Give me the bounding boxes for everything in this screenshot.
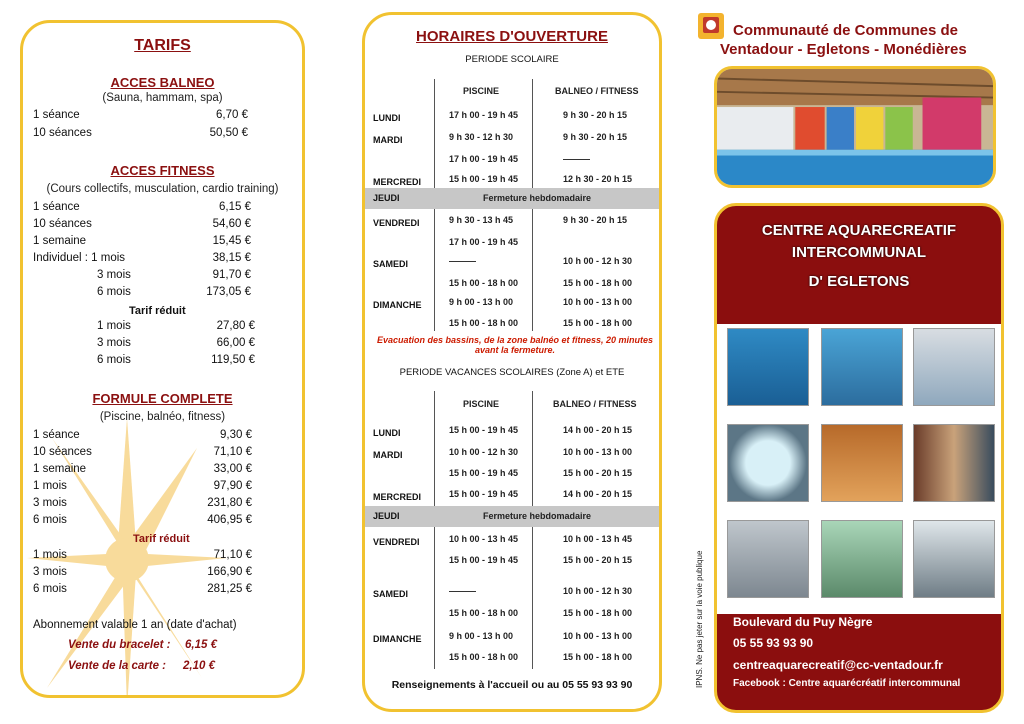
price-value: 71,10 € xyxy=(213,549,252,561)
price-label: 1 mois xyxy=(33,480,67,492)
price-value: 173,05 € xyxy=(206,286,251,298)
fitness-title: ACCES FITNESS xyxy=(110,163,215,178)
price-label: 3 mois xyxy=(97,337,131,349)
balneo-hours: 15 h 00 - 18 h 00 xyxy=(563,278,633,288)
piscine-hours: 15 h 00 - 19 h 45 xyxy=(449,468,519,478)
fermeture-label: Fermeture hebdomadaire xyxy=(483,511,592,521)
day-label: SAMEDI xyxy=(373,259,409,269)
day-label: SAMEDI xyxy=(373,589,409,599)
jeudi-label: JEUDI xyxy=(373,511,400,521)
balneo-hours: 9 h 30 - 20 h 15 xyxy=(563,215,628,225)
day-label: VENDREDI xyxy=(373,218,420,228)
pool-photo xyxy=(714,66,996,188)
price-value: 6,15 € xyxy=(219,201,251,213)
piscine-hours: 15 h 00 - 19 h 45 xyxy=(449,174,519,184)
price-value: 38,15 € xyxy=(212,252,251,264)
address: Boulevard du Puy Nègre xyxy=(733,615,873,629)
tarifs-panel xyxy=(20,20,305,698)
piscine-hours: 15 h 00 - 18 h 00 xyxy=(449,318,519,328)
balneo-title: ACCES BALNEO xyxy=(110,75,215,90)
piscine-hours: 17 h 00 - 19 h 45 xyxy=(449,154,519,164)
column-divider xyxy=(434,391,435,669)
centre-title-line2: INTERCOMMUNAL xyxy=(791,244,927,261)
bracelet-price: 6,15 € xyxy=(185,639,217,651)
piscine-hours: 17 h 00 - 19 h 45 xyxy=(449,237,519,247)
balneo-hours: 10 h 00 - 13 h 00 xyxy=(563,447,633,457)
renseignements-line: Renseignements à l'accueil ou au 05 55 93 93 90 xyxy=(391,679,633,691)
complete-subtitle: (Piscine, balnéo, fitness) xyxy=(99,411,226,423)
pool-photo-image xyxy=(717,69,993,185)
fitness-subtitle: (Cours collectifs, musculation, cardio training) xyxy=(46,183,279,195)
balneo-hours: ——— xyxy=(563,154,590,164)
organisation-logo-icon xyxy=(697,12,725,40)
day-label: MERCREDI xyxy=(373,492,422,502)
balneo-hours: 15 h 00 - 18 h 00 xyxy=(563,318,633,328)
bracelet-label: Vente du bracelet : xyxy=(68,639,171,651)
balneo-hours: 15 h 00 - 18 h 00 xyxy=(563,608,633,618)
price-label: 1 séance xyxy=(33,109,80,121)
price-label: 1 séance xyxy=(33,201,80,213)
price-label: 1 mois xyxy=(97,320,131,332)
price-label: 6 mois xyxy=(33,583,67,595)
org-name-line1: Communauté de Communes de xyxy=(733,22,959,39)
fitness-reduit-label: Tarif réduit xyxy=(129,305,186,317)
price-label: 3 mois xyxy=(97,269,131,281)
price-value: 97,90 € xyxy=(213,480,252,492)
piscine-hours: 15 h 00 - 19 h 45 xyxy=(449,425,519,435)
photo-grid xyxy=(717,324,1001,614)
price-value: 71,10 € xyxy=(213,446,252,458)
phone[interactable]: 05 55 93 93 90 xyxy=(733,636,814,650)
price-value: 281,25 € xyxy=(207,583,252,595)
complete-reduit-label: Tarif réduit xyxy=(133,533,190,545)
price-value: 50,50 € xyxy=(209,127,248,139)
price-value: 91,70 € xyxy=(212,269,251,281)
price-label: 1 semaine xyxy=(33,463,87,475)
balneo-hours: 15 h 00 - 20 h 15 xyxy=(563,555,633,565)
price-label: 10 séances xyxy=(33,218,92,230)
price-label: 3 mois xyxy=(33,566,67,578)
price-label: 1 mois xyxy=(33,549,67,561)
photo-fitness-room xyxy=(821,520,903,598)
piscine-hours: 15 h 00 - 18 h 00 xyxy=(449,278,519,288)
balneo-hours: 10 h 00 - 12 h 30 xyxy=(563,256,633,266)
day-label: MARDI xyxy=(373,450,403,460)
price-value: 33,00 € xyxy=(213,463,252,475)
day-label: MERCREDI xyxy=(373,177,422,187)
vacances-col-balneo: BALNEO / FITNESS xyxy=(553,399,637,409)
tarifs-title: TARIFS xyxy=(134,37,191,54)
piscine-hours: ——— xyxy=(449,256,476,266)
vacances-col-piscine: PISCINE xyxy=(463,399,500,409)
horaires-title: HORAIRES D'OUVERTURE xyxy=(416,28,608,45)
facebook-link[interactable]: Facebook : Centre aquarécréatif intercommunal xyxy=(733,678,961,689)
price-label: 1 séance xyxy=(33,429,80,441)
photo-pool-hall xyxy=(913,328,995,406)
balneo-subtitle: (Sauna, hammam, spa) xyxy=(102,92,223,104)
price-label: 10 séances xyxy=(33,127,92,139)
periode-vacances-label: PERIODE VACANCES SCOLAIRES (Zone A) et ETE xyxy=(399,367,625,378)
jeudi-closed-row xyxy=(365,188,659,209)
evacuation-note: Evacuation des bassins, de la zone balnéo et fitness, 20 minutes avant la fermeture. xyxy=(376,335,654,355)
scolaire-col-piscine: PISCINE xyxy=(463,86,500,96)
balneo-hours: 14 h 00 - 20 h 15 xyxy=(563,425,633,435)
piscine-hours: 9 h 00 - 13 h 00 xyxy=(449,631,514,641)
centre-info-panel xyxy=(714,203,1004,713)
price-value: 119,50 € xyxy=(211,354,255,366)
piscine-hours: 10 h 00 - 13 h 45 xyxy=(449,534,519,544)
price-label: Individuel : 1 mois xyxy=(33,252,126,264)
balneo-hours: 9 h 30 - 20 h 15 xyxy=(563,110,628,120)
piscine-hours: 15 h 00 - 18 h 00 xyxy=(449,608,519,618)
jeudi-label: JEUDI xyxy=(373,193,400,203)
carte-label: Vente de la carte : xyxy=(68,660,167,672)
price-label: 6 mois xyxy=(97,286,131,298)
piscine-hours: 15 h 00 - 18 h 00 xyxy=(449,652,519,662)
photo-sauna xyxy=(821,424,903,502)
periode-scolaire-label: PERIODE SCOLAIRE xyxy=(465,54,559,65)
price-value: 15,45 € xyxy=(212,235,251,247)
day-label: LUNDI xyxy=(373,428,401,438)
balneo-hours: 10 h 00 - 13 h 45 xyxy=(563,534,633,544)
price-label: 3 mois xyxy=(33,497,67,509)
jeudi-closed-row xyxy=(365,506,659,527)
ipns-notice xyxy=(692,528,706,688)
balneo-hours: 14 h 00 - 20 h 15 xyxy=(563,489,633,499)
price-value: 231,80 € xyxy=(207,497,252,509)
piscine-hours: 9 h 30 - 13 h 45 xyxy=(449,215,514,225)
centre-title-line1: CENTRE AQUARECREATIF xyxy=(761,222,957,239)
piscine-hours: 9 h 00 - 13 h 00 xyxy=(449,297,514,307)
price-value: 9,30 € xyxy=(220,429,252,441)
price-label: 6 mois xyxy=(97,354,131,366)
photo-aquagym xyxy=(727,328,809,406)
piscine-hours: 10 h 00 - 12 h 30 xyxy=(449,447,519,457)
day-label: DIMANCHE xyxy=(373,300,422,310)
ipns-text: IPNS. Ne pas jeter sur la voie publique xyxy=(695,550,704,688)
scolaire-col-balneo: BALNEO / FITNESS xyxy=(555,86,639,96)
price-value: 54,60 € xyxy=(212,218,251,230)
photo-swimmers xyxy=(821,328,903,406)
balneo-hours: 9 h 30 - 20 h 15 xyxy=(563,132,628,142)
column-divider xyxy=(532,391,533,669)
piscine-hours: 9 h 30 - 12 h 30 xyxy=(449,132,514,142)
price-value: 406,95 € xyxy=(207,514,252,526)
horaires-panel xyxy=(362,12,662,712)
balneo-hours: 15 h 00 - 18 h 00 xyxy=(563,652,633,662)
day-label: LUNDI xyxy=(373,113,401,123)
photo-gym xyxy=(727,520,809,598)
complete-title: FORMULE COMPLETE xyxy=(92,391,233,406)
photo-cardio xyxy=(913,520,995,598)
piscine-hours: ——— xyxy=(449,586,476,596)
org-name-line2: Ventadour - Egletons - Monédières xyxy=(720,41,967,58)
fermeture-label: Fermeture hebdomadaire xyxy=(483,193,592,203)
price-label: 1 semaine xyxy=(33,235,87,247)
email-link[interactable]: centreaquarecreatif@cc-ventadour.fr xyxy=(733,658,943,672)
balneo-hours: 10 h 00 - 13 h 00 xyxy=(563,631,633,641)
price-value: 66,00 € xyxy=(216,337,255,349)
balneo-hours: 10 h 00 - 12 h 30 xyxy=(563,586,633,596)
carte-price: 2,10 € xyxy=(183,660,215,672)
price-label: 6 mois xyxy=(33,514,67,526)
balneo-hours: 15 h 00 - 20 h 15 xyxy=(563,468,633,478)
day-label: MARDI xyxy=(373,135,403,145)
piscine-hours: 15 h 00 - 19 h 45 xyxy=(449,555,519,565)
photo-spa xyxy=(727,424,809,502)
price-value: 166,90 € xyxy=(207,566,252,578)
price-value: 27,80 € xyxy=(216,320,255,332)
balneo-hours: 12 h 30 - 20 h 15 xyxy=(563,174,633,184)
piscine-hours: 17 h 00 - 19 h 45 xyxy=(449,110,519,120)
abonnement-note: Abonnement valable 1 an (date d'achat) xyxy=(33,619,237,631)
photo-hammam xyxy=(913,424,995,502)
day-label: VENDREDI xyxy=(373,537,420,547)
price-label: 10 séances xyxy=(33,446,92,458)
price-value: 6,70 € xyxy=(216,109,248,121)
centre-title-line3: D' EGLETONS xyxy=(808,273,910,290)
piscine-hours: 15 h 00 - 19 h 45 xyxy=(449,489,519,499)
day-label: DIMANCHE xyxy=(373,634,422,644)
balneo-hours: 10 h 00 - 13 h 00 xyxy=(563,297,633,307)
